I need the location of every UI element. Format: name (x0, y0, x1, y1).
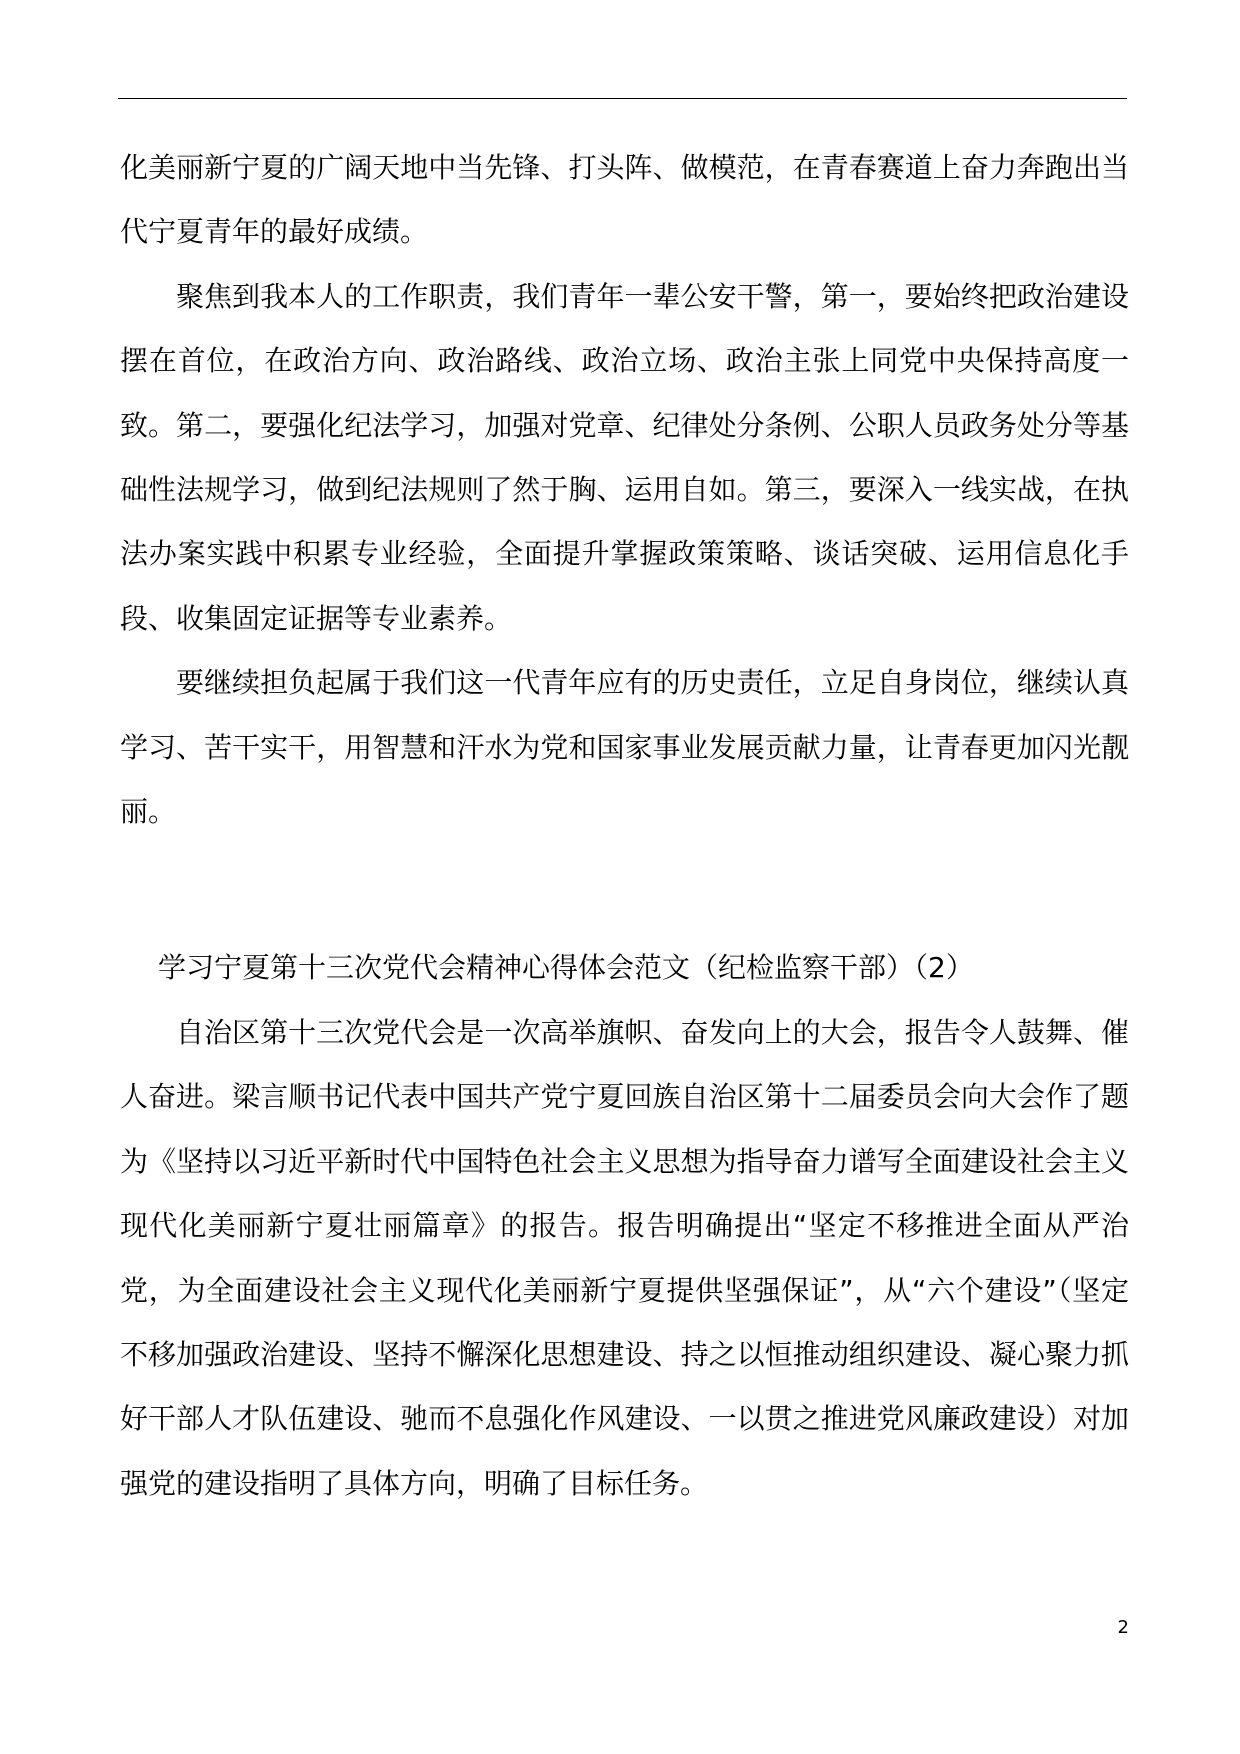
header-rule (118, 98, 1127, 99)
paragraph-continuation: 化美丽新宁夏的广阔天地中当先锋、打头阵、做模范，在青春赛道上奋力奔跑出当代宁夏青年的最好成绩。 (120, 151, 1129, 249)
paragraph-work-duties: 聚焦到我本人的工作职责，我们青年一辈公安干警，第一，要始终把政治建设摆在首位，在政治方向、政治路线、政治立场、政治主张上同党中央保持高度一致。第二，要强化纪法学习，加强对党章、纪律处分条例、公职人员政务处分等基础性法规学习，做到纪法规则了然于胸、运用自如。第三，要深入一线实战，在执法办案实践中积累专业经验，全面提升掌握政策策略、谈话突破、运用信息化手段、收集固定证据等专业素养。 (120, 279, 1129, 635)
page-number: 2 (1117, 1617, 1129, 1638)
document-body (120, 136, 1129, 1516)
section-title: 学习宁夏第十三次党代会精神心得体会范文（纪检监察干部）（2） (158, 951, 974, 985)
paragraph-party-congress: 自治区第十三次党代会是一次高举旗帜、奋发向上的大会，报告令人鼓舞、催人奋进。梁言顺书记代表中国共产党宁夏回族自治区第十二届委员会向大会作了题为《坚持以习近平新时代中国特色社会主义思想为指导奋力谱写全面建设社会主义现代化美丽新宁夏壮丽篇章》的报告。报告明确提出“坚定不移推进全面从严治党，为全面建设社会主义现代化美丽新宁夏提供坚强保证”，从“六个建设”（坚定不移加强政治建设、坚持不懈深化思想建设、持之以恒推动组织建设、凝心聚力抓好干部人才队伍建设、驰而不息强化作风建设、一以贯之推进党风廉政建设）对加强党的建设指明了具体方向，明确了目标任务。 (120, 1015, 1129, 1500)
paragraph-youth-responsibility: 要继续担负起属于我们这一代青年应有的历史责任，立足自身岗位，继续认真学习、苦干实干，用智慧和汗水为党和国家事业发展贡献力量，让青春更加闪光靓丽。 (120, 666, 1129, 829)
